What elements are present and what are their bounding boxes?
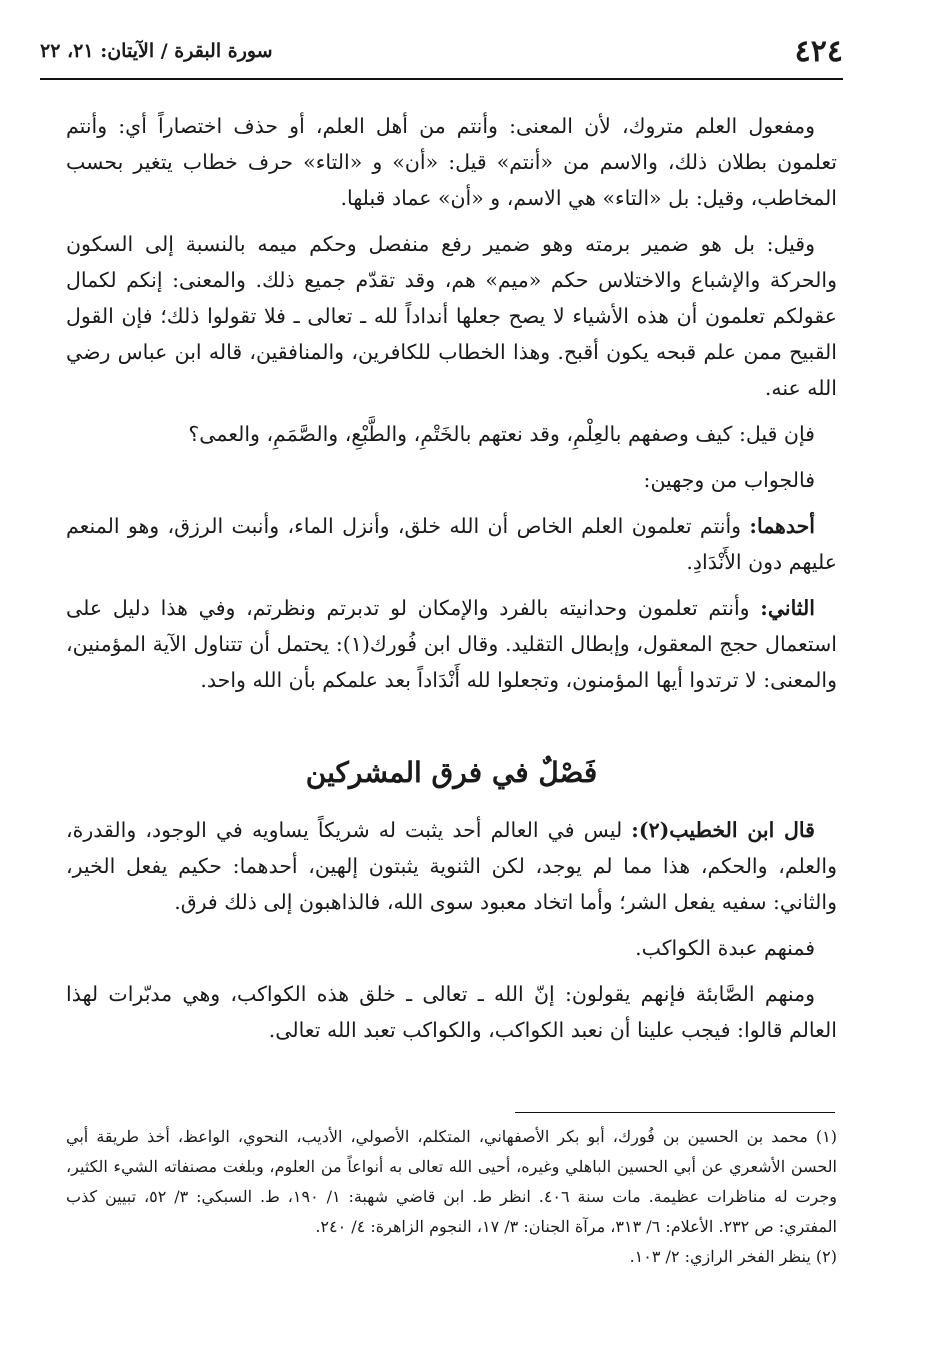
paragraph: أحدهما: وأنتم تعلمون العلم الخاص أن الله خلق، وأنزل الماء، وأنبت الرزق، وهو المنعم عليهم دون الأَنْدَادِ. — [66, 514, 837, 574]
paragraph-lead: قال ابن الخطيب(٢): — [631, 818, 815, 842]
footnote: (٢) ينظر الفخر الرازي: ٢/ ١٠٣. — [629, 1247, 837, 1266]
paragraph-lead: الثاني: — [760, 596, 815, 620]
paragraph: وقيل: بل هو ضمير برمته وهو ضمير رفع منفصل وحكم ميمه بالنسبة إلى السكون والحركة والإشباع والاختلاس حكم «ميم» هم، وقد تقدّم جميع ذلك. والمعنى: إنكم لكمال عقولكم تعلمون أن هذه الأشياء لا يصح جعلها أنداداً لله ـ تعالى ـ فلا تقولوا ذلك؛ فإن القول القبيح ممن علم قبحه يكون أقبح. وهذا الخطاب للكافرين، والمنافقين، قاله ابن عباس رضي الله عنه. — [66, 232, 837, 400]
footnotes — [66, 1122, 837, 1272]
page-number: ٤٢٤ — [794, 33, 843, 69]
page-header — [40, 30, 843, 72]
paragraph: فالجواب من وجهين: — [643, 468, 815, 492]
paragraph: فمنهم عبدة الكواكب. — [635, 936, 815, 960]
paragraph: ومفعول العلم متروك، لأن المعنى: وأنتم من أهل العلم، أو حذف اختصاراً أي: وأنتم تعلمون بطلان ذلك، والاسم من «أنتم» قيل: «أن» و «التاء» حرف خطاب يتغير بحسب المخاطب، وقيل: بل «التاء» هي الاسم، و «أن» عماد قبلها. — [66, 114, 837, 210]
paragraph: قال ابن الخطيب(٢): ليس في العالم أحد يثبت له شريكاً يساويه في الوجود، والقدرة، والعلم، والحكم، هذا مما لم يوجد، لكن الثنوية يثبتون إلهين، أحدهما: حكيم يفعل الخير، والثاني: سفيه يفعل الشر؛ وأما اتخاد معبود سوى الله، فالذاهبون إلى ذلك فرق. — [66, 818, 837, 914]
paragraph: ومنهم الصَّابئة فإنهم يقولون: إنّ الله ـ تعالى ـ خلق هذه الكواكب، وهي مدبّرات لهذا العالم قالوا: فيجب علينا أن نعبد الكواكب، والكواكب تعبد الله تعالى. — [66, 982, 837, 1042]
paragraph-lead: أحدهما: — [749, 514, 815, 538]
running-title: سورة البقرة / الآيتان: ٢١، ٢٢ — [40, 40, 273, 62]
section-title: فَصْلٌ في فرق المشركين — [305, 756, 598, 789]
paragraph: الثاني: وأنتم تعلمون وحدانيته بالفرد والإمكان لو تدبرتم ونظرتم، وفي هذا دليل على استعمال حجج المعقول، وإبطال التقليد. وقال ابن فُورك(١): يحتمل أن تتناول الآية المؤمنين، والمعنى: لا ترتدوا أيها المؤمنون، وتجعلوا لله أَنْدَاداً بعد علمكم بأن الله واحد. — [66, 596, 837, 692]
header-rule — [40, 78, 843, 80]
main-text — [66, 108, 837, 708]
footnote: (١) محمد بن الحسين بن فُورك، أبو بكر الأصفهاني، المتكلم، الأصولي، الأديب، النحوي، الواعظ، أخذ طريقة أبي الحسن الأشعري عن أبي الحسين الباهلي وغيره، أحيى الله تعالى به أنواعاً من العلوم، وبلغت مصنفاته الشيء الكثير، وجرت له مناظرات عظيمة. مات سنة ٤٠٦. انظر ط. ابن قاضي شهبة: ١/ ١٩٠، ط. السبكي: ٣/ ٥٢، تبيين كذب المفتري: ص ٢٣٢. الأعلام: ٦/ ٣١٣، مرآة الجنان: ٣/ ١٧، النجوم الزاهرة: ٤/ ٢٤٠. — [66, 1127, 837, 1236]
paragraph: فإن قيل: كيف وصفهم بالعِلْمِ، وقد نعتهم بالخَتْمِ، والطَّبْعِ، والصَّمَمِ، والعمى؟ — [188, 422, 815, 446]
section-text — [66, 812, 837, 1058]
footnote-rule — [515, 1112, 835, 1113]
